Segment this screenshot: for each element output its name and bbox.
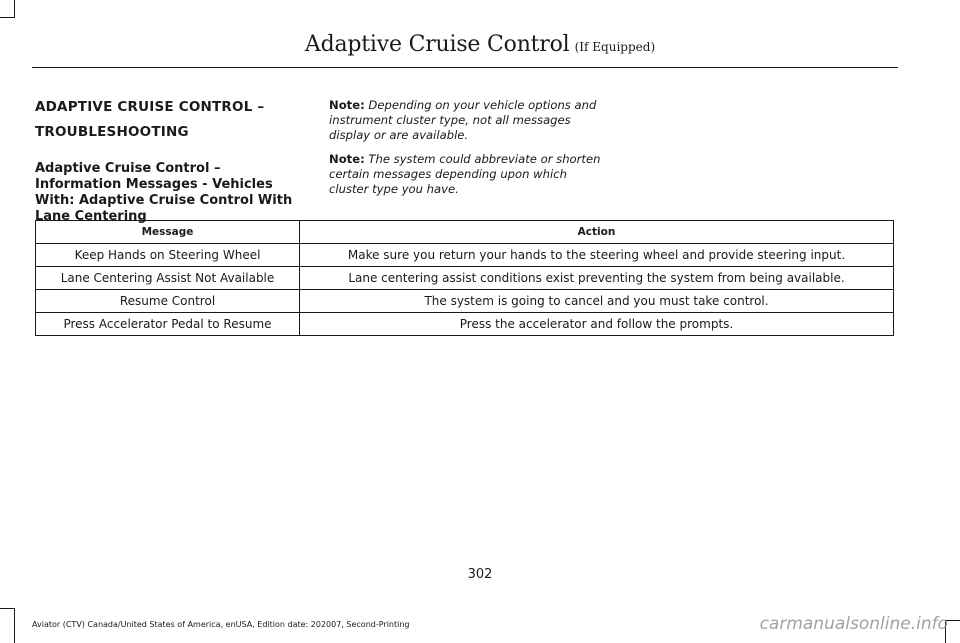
note-text: Depending on your vehicle options and instrument cluster type, not all messages display or are available.	[329, 98, 597, 142]
header-divider	[32, 67, 898, 68]
page-header	[0, 32, 960, 57]
page-title: Adaptive Cruise Control	[304, 32, 570, 57]
edition-footer: Aviator (CTV) Canada/United States of America, enUSA, Edition date: 202007, Second-Printing	[32, 620, 410, 629]
note-text: The system could abbreviate or shorten certain messages depending upon which cluster type you have.	[329, 152, 601, 196]
table-row	[36, 244, 894, 267]
notes-column	[329, 98, 605, 206]
table-row	[36, 290, 894, 313]
column-header-action: Action	[300, 221, 894, 244]
section-headings	[35, 98, 310, 225]
watermark: carmanualsonline.info	[759, 614, 948, 634]
section-heading: ADAPTIVE CRUISE CONTROL –	[35, 99, 265, 115]
action-cell: Make sure you return your hands to the steering wheel and provide steering input.	[300, 244, 894, 267]
note-label: Note:	[329, 98, 365, 112]
table-row	[36, 267, 894, 290]
message-cell: Press Accelerator Pedal to Resume	[36, 313, 300, 336]
table-header-row	[36, 221, 894, 244]
page-title-qualifier: (If Equipped)	[574, 40, 656, 54]
column-header-message: Message	[36, 221, 300, 244]
message-cell: Lane Centering Assist Not Available	[36, 267, 300, 290]
note	[329, 152, 605, 197]
page-number: 302	[467, 567, 493, 582]
action-cell: Lane centering assist conditions exist preventing the system from being available.	[300, 267, 894, 290]
crop-mark	[0, 17, 15, 18]
crop-mark	[14, 0, 15, 18]
subsection-heading: Adaptive Cruise Control – Information Messages - Vehicles With: Adaptive Cruise Control With Lane Centering	[35, 161, 293, 224]
message-cell: Resume Control	[36, 290, 300, 313]
crop-mark	[14, 608, 15, 643]
action-cell: The system is going to cancel and you must take control.	[300, 290, 894, 313]
message-cell: Keep Hands on Steering Wheel	[36, 244, 300, 267]
note-label: Note:	[329, 152, 365, 166]
table-row	[36, 313, 894, 336]
crop-mark	[0, 608, 15, 609]
action-cell: Press the accelerator and follow the prompts.	[300, 313, 894, 336]
note	[329, 98, 605, 143]
section-heading-continued: TROUBLESHOOTING	[35, 124, 189, 140]
messages-table	[35, 220, 894, 336]
